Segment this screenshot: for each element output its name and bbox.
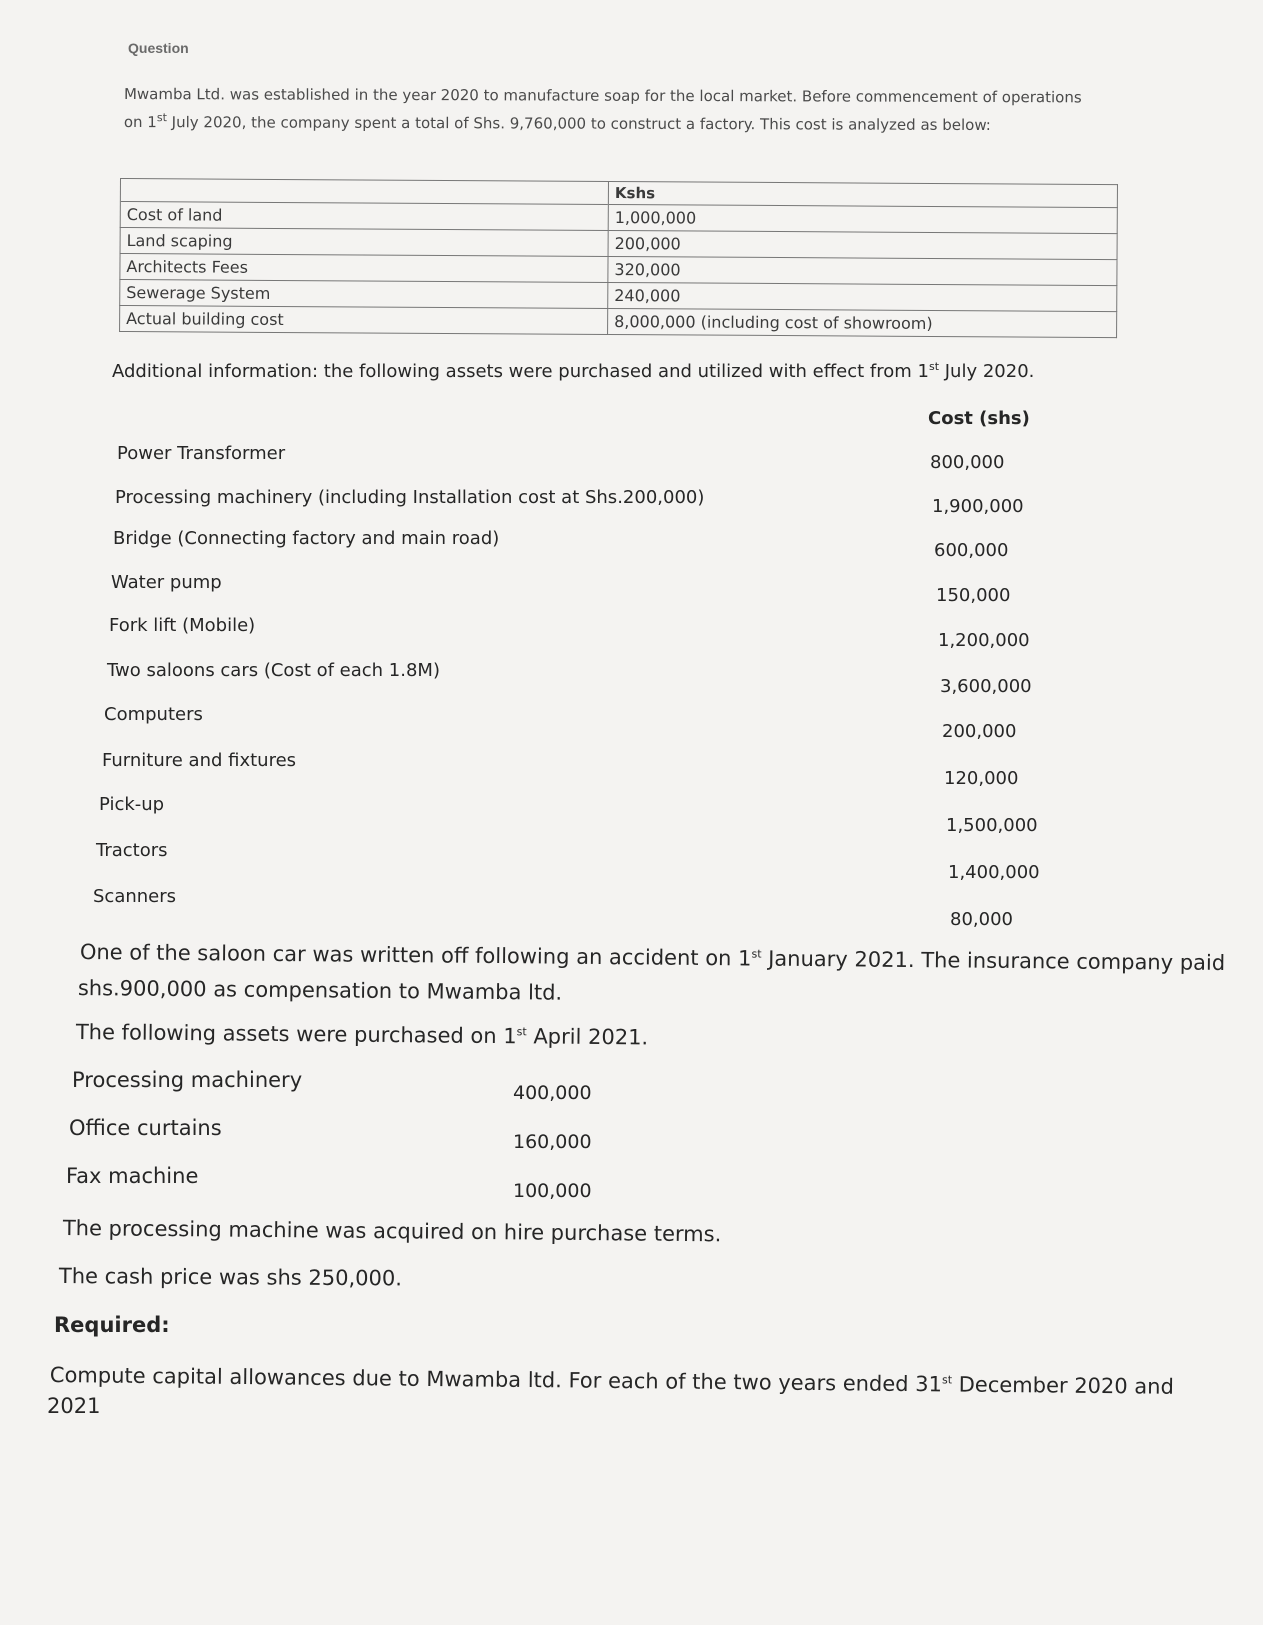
asset-label: Fork lift (Mobile) — [109, 615, 256, 636]
cash-price-note: The cash price was shs 250,000. — [58, 1264, 403, 1291]
required-line-1 — [50, 1363, 1174, 1399]
asset-label: Power Transformer — [117, 443, 286, 464]
table-header-blank — [120, 179, 608, 205]
asset-value: 1,400,000 — [948, 862, 1040, 883]
table-cell-label: Cost of land — [120, 202, 608, 231]
cost-column-header: Cost (shs) — [928, 408, 1030, 429]
factory-cost-table — [119, 178, 1118, 338]
asset-label: Water pump — [111, 572, 222, 593]
table-cell-label: Land scaping — [120, 228, 608, 257]
table-header-currency: Kshs — [608, 181, 1117, 207]
april-asset-value: 160,000 — [513, 1131, 592, 1153]
intro-day: 1 — [147, 113, 157, 132]
asset-value: 80,000 — [950, 909, 1013, 930]
required-label: Required: — [54, 1313, 170, 1337]
accident-text-b: January 2021. The insurance company paid — [761, 946, 1226, 975]
additional-info-text: Additional information: the following assets were purchased and utilized with effect from 1 — [112, 361, 929, 382]
intro-text-2: July 2020, the company spent a total of Shs. 9,760,000 to construct a factory. This cost is analyzed as below: — [166, 113, 991, 135]
table-cell-label: Architects Fees — [120, 254, 608, 283]
accident-line-2: shs.900,000 as compensation to Mwamba ltd. — [77, 976, 563, 1005]
april-purchases — [76, 1020, 649, 1049]
april-suffix: st — [516, 1025, 527, 1039]
table-cell-value: 320,000 — [608, 256, 1117, 285]
table-cell-value: 240,000 — [608, 282, 1117, 311]
asset-label: Processing machinery (including Installation cost at Shs.200,000) — [115, 487, 705, 508]
asset-value: 200,000 — [942, 721, 1017, 742]
question-title: Question — [128, 40, 189, 56]
asset-value: 120,000 — [944, 768, 1019, 789]
accident-line-1 — [80, 940, 1226, 975]
asset-label: Tractors — [96, 840, 168, 861]
accident-text-a: One of the saloon car was written off following an accident on 1 — [79, 940, 752, 971]
april-asset-value: 100,000 — [513, 1180, 592, 1202]
asset-label: Two saloons cars (Cost of each 1.8M) — [107, 660, 440, 681]
april-asset-label: Processing machinery — [72, 1068, 303, 1092]
additional-info-text-end: July 2020. — [939, 361, 1035, 382]
asset-value: 150,000 — [936, 585, 1011, 606]
required-text-a: Compute capital allowances due to Mwamba ltd. For each of the two years ended 31 — [49, 1363, 943, 1397]
asset-value: 1,900,000 — [932, 496, 1024, 517]
table-cell-label: Sewerage System — [120, 280, 608, 309]
asset-value: 800,000 — [930, 452, 1005, 473]
required-line-2: 2021 — [47, 1394, 101, 1418]
april-asset-label: Office curtains — [69, 1116, 222, 1140]
intro-text-1: Mwamba Ltd. was established in the year 2020 to manufacture soap for the local market. Before commencement of operations on — [123, 84, 1082, 132]
april-text: The following assets were purchased on 1 — [75, 1020, 517, 1049]
april-asset-value: 400,000 — [513, 1082, 592, 1104]
table-cell-value: 1,000,000 — [608, 204, 1117, 233]
asset-value: 3,600,000 — [940, 676, 1032, 697]
asset-label: Bridge (Connecting factory and main road) — [113, 528, 500, 549]
april-text-end: April 2021. — [526, 1024, 649, 1050]
hire-purchase-note: The processing machine was acquired on hire purchase terms. — [62, 1216, 722, 1247]
asset-label: Computers — [104, 704, 203, 725]
table-row — [120, 306, 1117, 338]
intro-day-suffix: st — [156, 111, 167, 125]
required-suffix: st — [941, 1373, 953, 1387]
table-cell-value: 8,000,000 (including cost of showroom) — [608, 308, 1117, 337]
asset-label: Pick-up — [99, 794, 165, 815]
intro-paragraph — [124, 82, 1084, 137]
additional-info-suffix: st — [928, 360, 940, 373]
asset-label: Scanners — [93, 886, 177, 907]
required-text-b: December 2020 and — [951, 1372, 1175, 1399]
additional-info — [112, 360, 1034, 382]
accident-suffix: st — [751, 947, 762, 961]
asset-label: Furniture and fixtures — [102, 750, 297, 771]
table-cell-label: Actual building cost — [120, 306, 608, 335]
asset-value: 600,000 — [934, 540, 1009, 561]
asset-value: 1,200,000 — [938, 630, 1030, 651]
asset-value: 1,500,000 — [946, 815, 1038, 836]
april-asset-label: Fax machine — [66, 1164, 199, 1188]
table-cell-value: 200,000 — [608, 230, 1117, 259]
